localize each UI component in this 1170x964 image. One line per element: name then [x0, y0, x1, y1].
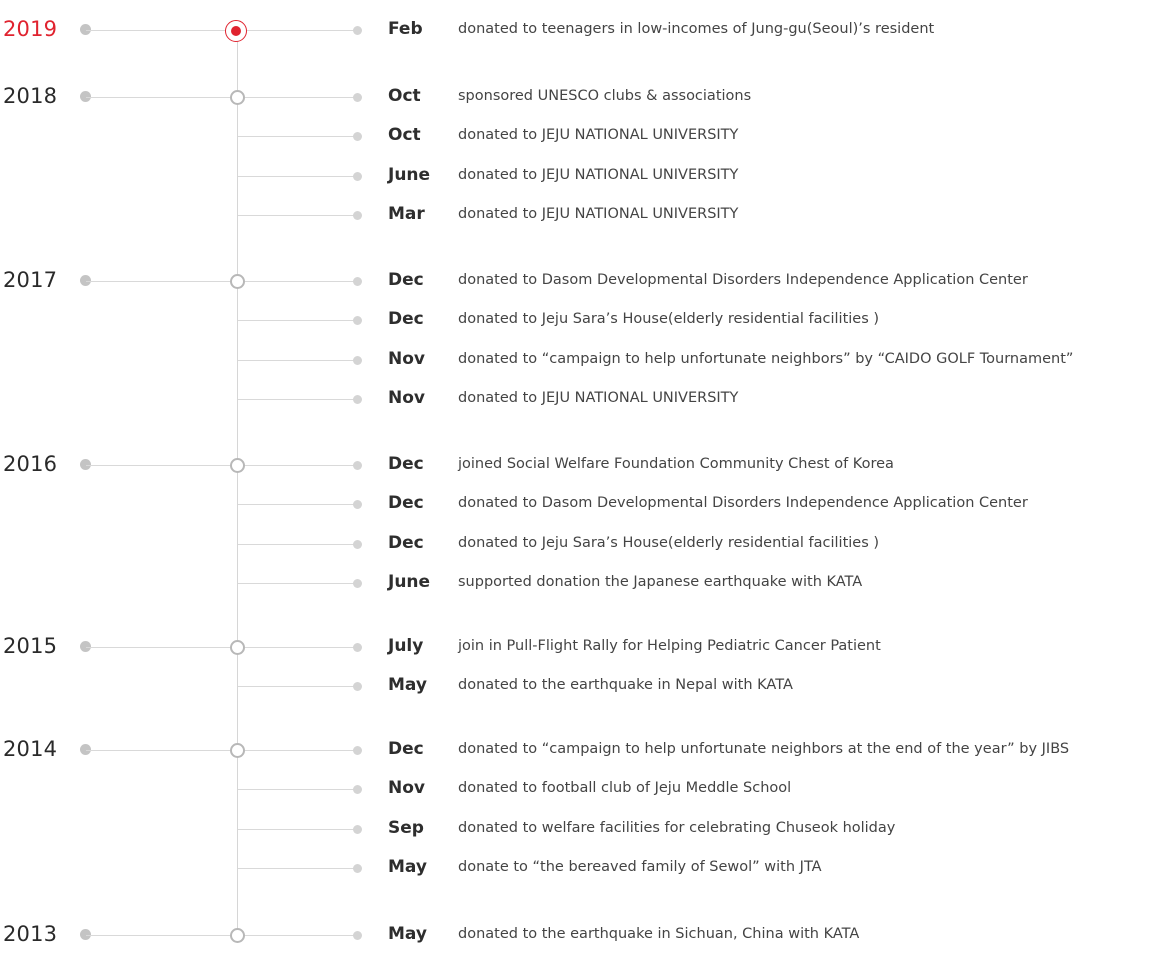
active-year-node	[225, 20, 247, 42]
event-dot	[353, 172, 362, 181]
event-branch-line	[238, 399, 358, 400]
event-description: donated to JEJU NATIONAL UNIVERSITY	[458, 206, 739, 222]
event-description: donated to teenagers in low-incomes of Jung-gu(Seoul)’s resident	[458, 21, 935, 37]
year-node	[230, 458, 245, 473]
event-month: May	[388, 924, 427, 944]
event-month: Dec	[388, 309, 424, 329]
year-label: 2013	[3, 922, 58, 946]
event-dot	[353, 316, 362, 325]
event-branch-line	[238, 868, 358, 869]
event-branch-line	[238, 215, 358, 216]
event-description: donated to welfare facilities for celebrating Chuseok holiday	[458, 820, 896, 836]
event-dot	[353, 746, 362, 755]
year-label: 2016	[3, 452, 58, 476]
year-label: 2014	[3, 737, 58, 761]
year-connector-line	[86, 750, 358, 751]
event-dot	[353, 395, 362, 404]
event-dot	[353, 461, 362, 470]
event-branch-line	[238, 176, 358, 177]
event-month: Nov	[388, 778, 425, 798]
event-month: May	[388, 675, 427, 695]
event-dot	[353, 682, 362, 691]
event-month: Dec	[388, 533, 424, 553]
event-dot	[353, 26, 362, 35]
event-month: Mar	[388, 204, 425, 224]
year-connector-line	[86, 647, 358, 648]
event-month: Nov	[388, 388, 425, 408]
event-month: Dec	[388, 454, 424, 474]
event-branch-line	[238, 789, 358, 790]
event-dot	[353, 579, 362, 588]
event-dot	[353, 931, 362, 940]
event-dot	[353, 540, 362, 549]
event-description: donated to “campaign to help unfortunate neighbors” by “CAIDO GOLF Tournament”	[458, 351, 1074, 367]
event-dot	[353, 93, 362, 102]
event-description: donate to “the bereaved family of Sewol” with JTA	[458, 859, 822, 875]
timeline-spine	[237, 40, 238, 935]
event-branch-line	[238, 686, 358, 687]
year-label: 2018	[3, 84, 58, 108]
event-description: donated to Dasom Developmental Disorders Independence Application Center	[458, 272, 1028, 288]
event-branch-line	[238, 136, 358, 137]
event-description: donated to Jeju Sara’s House(elderly residential facilities )	[458, 535, 880, 551]
event-dot	[353, 211, 362, 220]
year-node	[230, 928, 245, 943]
event-description: donated to JEJU NATIONAL UNIVERSITY	[458, 127, 739, 143]
event-branch-line	[238, 583, 358, 584]
event-description: donated to JEJU NATIONAL UNIVERSITY	[458, 167, 739, 183]
event-month: June	[388, 572, 431, 592]
event-branch-line	[238, 320, 358, 321]
year-node	[230, 640, 245, 655]
event-dot	[353, 643, 362, 652]
event-month: Nov	[388, 349, 425, 369]
event-branch-line	[238, 360, 358, 361]
year-node	[230, 90, 245, 105]
event-description: joined Social Welfare Foundation Community Chest of Korea	[458, 456, 894, 472]
event-dot	[353, 500, 362, 509]
event-branch-line	[238, 829, 358, 830]
event-month: Oct	[388, 86, 421, 106]
year-connector-line	[86, 935, 358, 936]
event-description: supported donation the Japanese earthquake with KATA	[458, 574, 863, 590]
event-month: Feb	[388, 19, 423, 39]
event-month: June	[388, 165, 431, 185]
event-month: Dec	[388, 493, 424, 513]
year-label: 2015	[3, 634, 58, 658]
event-month: Oct	[388, 125, 421, 145]
event-description: donated to football club of Jeju Meddle School	[458, 780, 792, 796]
event-month: Dec	[388, 739, 424, 759]
event-description: donated to Dasom Developmental Disorders Independence Application Center	[458, 495, 1028, 511]
year-connector-line	[86, 30, 358, 31]
year-connector-line	[86, 281, 358, 282]
year-node	[230, 743, 245, 758]
year-label: 2017	[3, 268, 58, 292]
event-description: join in Pull-Flight Rally for Helping Pediatric Cancer Patient	[458, 638, 881, 654]
event-description: donated to JEJU NATIONAL UNIVERSITY	[458, 390, 739, 406]
year-label: 2019	[3, 17, 58, 41]
year-connector-line	[86, 97, 358, 98]
event-month: Sep	[388, 818, 424, 838]
event-branch-line	[238, 544, 358, 545]
event-description: sponsored UNESCO clubs & associations	[458, 88, 752, 104]
event-description: donated to “campaign to help unfortunate neighbors at the end of the year” by JIBS	[458, 741, 1070, 757]
event-description: donated to the earthquake in Nepal with KATA	[458, 677, 793, 693]
event-dot	[353, 825, 362, 834]
year-node	[230, 274, 245, 289]
event-month: May	[388, 857, 427, 877]
event-dot	[353, 785, 362, 794]
event-description: donated to Jeju Sara’s House(elderly residential facilities )	[458, 311, 880, 327]
event-dot	[353, 356, 362, 365]
event-description: donated to the earthquake in Sichuan, China with KATA	[458, 926, 860, 942]
event-month: Dec	[388, 270, 424, 290]
event-branch-line	[238, 504, 358, 505]
event-dot	[353, 132, 362, 141]
event-month: July	[388, 636, 424, 656]
event-dot	[353, 277, 362, 286]
year-connector-line	[86, 465, 358, 466]
event-dot	[353, 864, 362, 873]
